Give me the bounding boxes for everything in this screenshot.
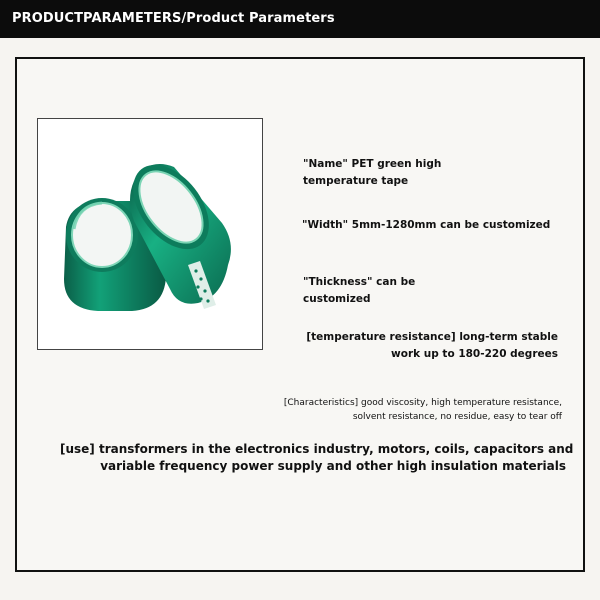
- spec-width: "Width" 5mm-1280mm can be customized: [302, 219, 551, 231]
- page-title: PRODUCTPARAMETERS/Product Parameters: [12, 11, 335, 26]
- spec-name: "Name" PET green high temperature tape: [303, 158, 442, 187]
- spec-temperature-resistance: [temperature resistance] long-term stable work up to 180-220 degrees: [306, 331, 558, 360]
- product-photo: [37, 118, 263, 350]
- spec-use: [use] transformers in the electronics industry, motors, coils, capacitors and variable frequency power supply and other high insulation materials: [60, 442, 574, 473]
- spec-characteristics: [Characteristics] good viscosity, high temperature resistance, solvent resistance, no residue, easy to tear off: [283, 398, 562, 422]
- header-bar: [0, 0, 600, 38]
- green-tape-rolls-icon: [38, 119, 262, 349]
- spec-thickness: "Thickness" can be customized: [303, 276, 416, 305]
